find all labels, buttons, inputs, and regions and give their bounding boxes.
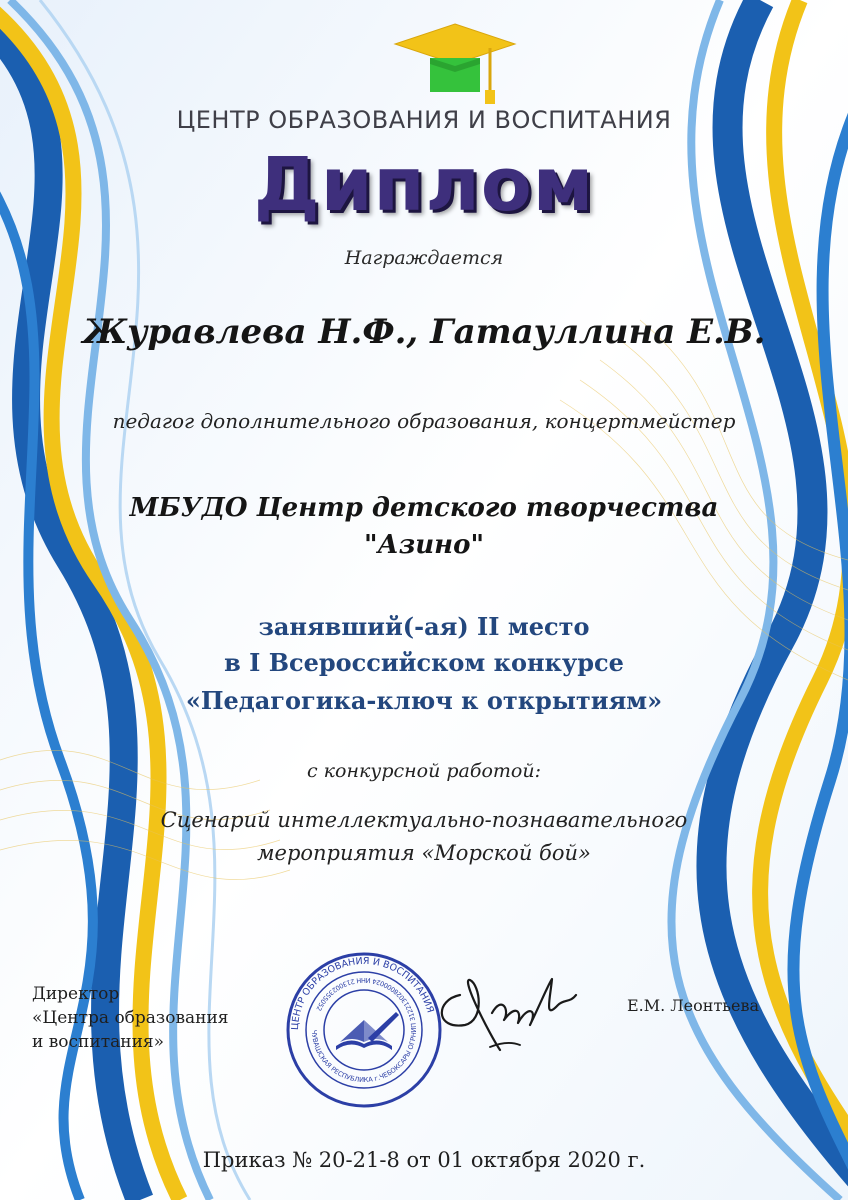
order-reference: Приказ № 20-21-8 от 01 октября 2020 г.: [202, 1148, 646, 1172]
document-title: Диплом: [253, 142, 595, 228]
achievement-line-3: «Педагогика-ключ к открытиям»: [185, 686, 663, 715]
institution-line-1: МБУДО Центр детского творчества: [129, 493, 719, 523]
handwritten-signature: [430, 965, 590, 1055]
signatory-title-line-1: Директор: [32, 984, 120, 1004]
book-icon: [336, 1012, 399, 1050]
stamp-inner-text: ЧУВАШСКАЯ РЕСПУБЛИКА г.ЧЕБОКСАРЫ ОГРНИП 312213028000024 ИНН 213002355052: [309, 975, 419, 1085]
recipient-position: педагог дополнительного образования, концертмейстер: [112, 409, 736, 433]
achievement-line-2: в I Всероссийском конкурсе: [224, 648, 624, 677]
signatory-name: Е.М. Леонтьева: [627, 996, 760, 1015]
recipient-names: Журавлева Н.Ф., Гатауллина Е.В.: [82, 312, 766, 352]
signatory-title-line-3: и воспитания»: [32, 1032, 165, 1052]
work-title-line-1: Сценарий интеллектуально-познавательного: [160, 808, 688, 832]
work-title-line-2: мероприятия «Морской бой»: [257, 841, 591, 865]
stamp-outer-text: ЦЕНТР ОБРАЗОВАНИЯ И ВОСПИТАНИЯ: [289, 955, 436, 1031]
signatory-title: [32, 982, 229, 1054]
achievement-line-1: занявший(-ая) II место: [258, 612, 590, 641]
awarded-label: Награждается: [344, 247, 504, 269]
signatory-title-line-2: «Центра образования: [32, 1008, 229, 1028]
official-stamp: [284, 950, 444, 1110]
organization-name: ЦЕНТР ОБРАЗОВАНИЯ И ВОСПИТАНИЯ: [176, 106, 672, 134]
work-label: с конкурсной работой:: [306, 760, 541, 782]
graduation-cap-icon: [390, 22, 520, 112]
institution-line-2: "Азино": [363, 530, 485, 560]
